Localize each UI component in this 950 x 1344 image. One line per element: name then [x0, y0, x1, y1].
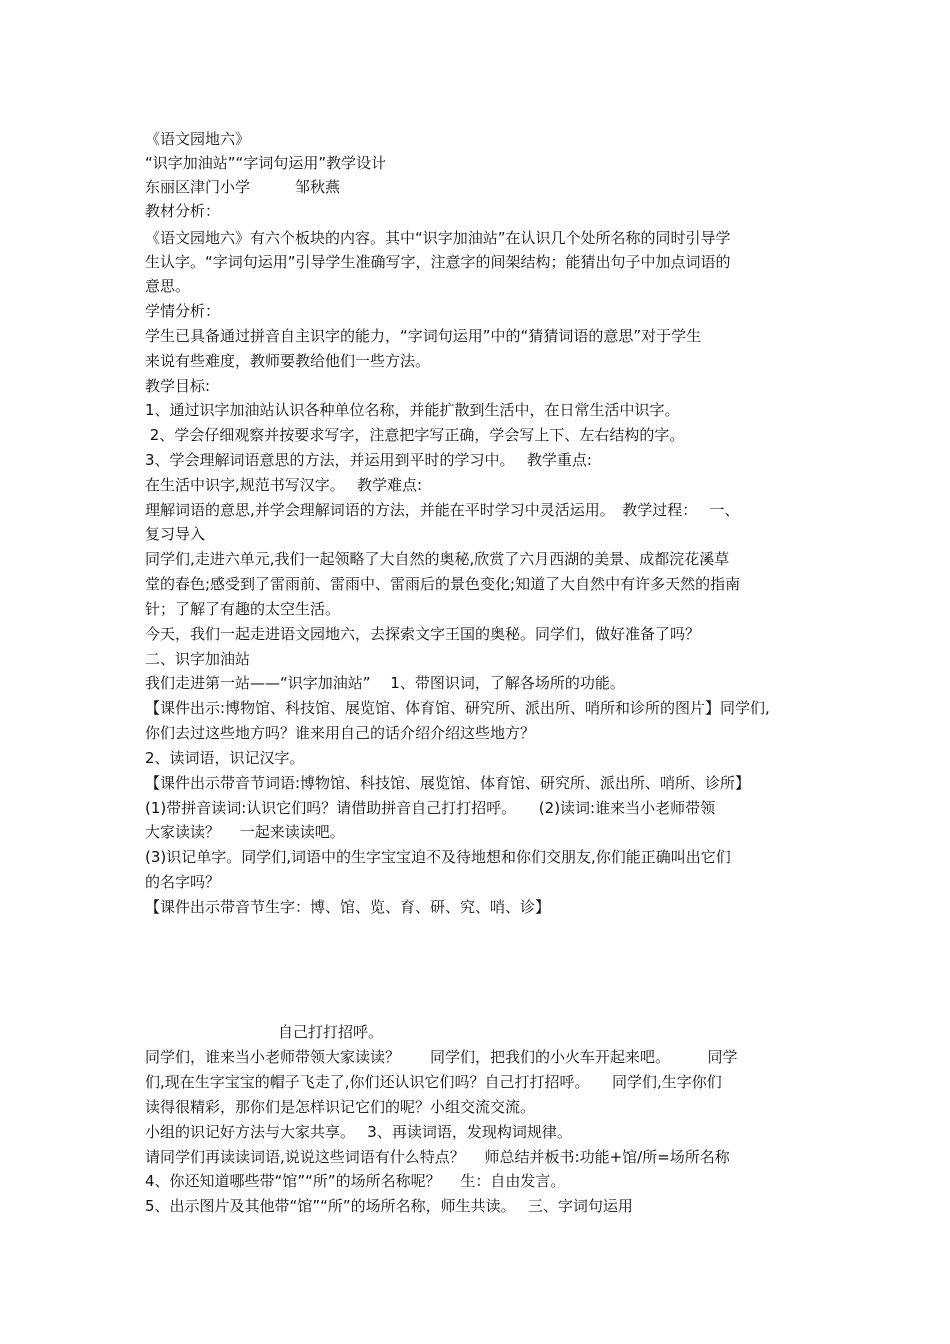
body-line: (3)识记单字。同学们,词语中的生字宝宝迫不及待地想和你们交朋友,你们能正确叫出它们 — [145, 848, 731, 866]
doc-title: 《语文园地六》 — [145, 130, 251, 148]
body-line: 【课件出示带音节词语:博物馆、科技馆、展览馆、体育馆、研究所、派出所、哨所、诊所】 — [145, 774, 751, 792]
body-line: 在生活中识字,规范书写汉字。 教学难点: — [145, 476, 423, 494]
body-line: 们,现在生字宝宝的帽子飞走了,你们还认识它们吗？自己打打招呼。 同学们,生字你们 — [145, 1073, 722, 1091]
body-line: 的名字吗？ — [145, 873, 221, 891]
body-line: 2、读词语，识记汉字。 — [145, 749, 305, 767]
body-line: 2、学会仔细观察并按要求写字，注意把字写正确，学会写上下、左右结构的字。 — [145, 426, 685, 444]
body-line: 理解词语的意思,并学会理解词语的方法，并能在平时学习中灵活运用。 教学过程： 一、 — [145, 501, 740, 519]
body-line: 我们走进第一站——“识字加油站” 1、带图识词，了解各场所的功能。 — [145, 674, 625, 692]
body-line: 来说有些难度，教师要教给他们一些方法。 — [145, 352, 431, 370]
body-line: 5、出示图片及其他带“馆”“所”的场所名称，师生共读。 三、字词句运用 — [145, 1197, 633, 1215]
body-line: 请同学们再读读词语,说说这些词语有什么特点？ 师总结并板书:功能+馆/所=场所名称 — [145, 1148, 730, 1166]
body-line: 意思。 — [145, 277, 191, 295]
body-line: 小组的识记好方法与大家共享。 3、再读词语，发现构词规律。 — [145, 1123, 572, 1141]
body-line: 复习导入 — [145, 525, 206, 543]
body-line: 教学目标: — [145, 377, 211, 395]
body-line: 学情分析： — [145, 302, 221, 320]
section-heading: 二、识字加油站 — [145, 650, 251, 668]
body-line: (1)带拼音读词:认识它们吗？请借助拼音自己打打招呼。 (2)读词:谁来当小老师带领 — [145, 799, 716, 817]
body-line: 教材分析： — [145, 202, 221, 220]
body-line: 堂的春色;感受到了雷雨前、雷雨中、雷雨后的景色变化;知道了大自然中有许多天然的指南 — [145, 575, 741, 593]
body-line: 读得很精彩，那你们是怎样识记它们的呢？小组交流交流。 — [145, 1098, 536, 1116]
body-line: 同学们，谁来当小老师带领大家读读？ 同学们，把我们的小火车开起来吧。 同学 — [145, 1048, 738, 1066]
body-line: 学生已具备通过拼音自主识字的能力，“字词句运用”中的“猜猜词语的意思”对于学生 — [145, 327, 702, 345]
doc-author-line: 东丽区津门小学 邹秋燕 — [145, 178, 341, 196]
body-line: 大家读读？ 一起来读读吧。 — [145, 823, 345, 841]
body-line: 3、学会理解词语意思的方法，并运用到平时的学习中。 教学重点: — [145, 451, 592, 469]
body-line: 【课件出示带音节生字：博、馆、览、育、研、究、哨、诊】 — [145, 898, 551, 916]
body-line: 《语文园地六》有六个板块的内容。其中“识字加油站”在认识几个处所名称的同时引导学 — [145, 229, 731, 247]
body-line: 4、你还知道哪些带“馆”“所”的场所名称呢？ 生：自由发言。 — [145, 1172, 566, 1190]
body-line: 【课件出示:博物馆、科技馆、展览馆、体育馆、研究所、派出所、哨所和诊所的图片】同学们, — [145, 699, 770, 717]
body-line: 你们去过这些地方吗？谁来用自己的话介绍介绍这些地方？ — [145, 724, 536, 742]
indented-line: 自己打打招呼。 — [278, 1023, 384, 1041]
body-line: 1、通过识字加油站认识各种单位名称，并能扩散到生活中，在日常生活中识字。 — [145, 401, 680, 419]
body-line: 针；了解了有趣的太空生活。 — [145, 600, 341, 618]
body-line: 生认字。“字词句运用”引导学生准确写字，注意字的间架结构；能猜出句子中加点词语的 — [145, 253, 731, 271]
body-line: 同学们,走进六单元,我们一起领略了大自然的奥秘,欣赏了六月西湖的美景、成都浣花溪草 — [145, 550, 730, 568]
body-line: 今天，我们一起走进语文园地六，去探索文字王国的奥秘。同学们，做好准备了吗？ — [145, 625, 701, 643]
doc-subtitle: “识字加油站”“字词句运用”教学设计 — [145, 154, 387, 172]
